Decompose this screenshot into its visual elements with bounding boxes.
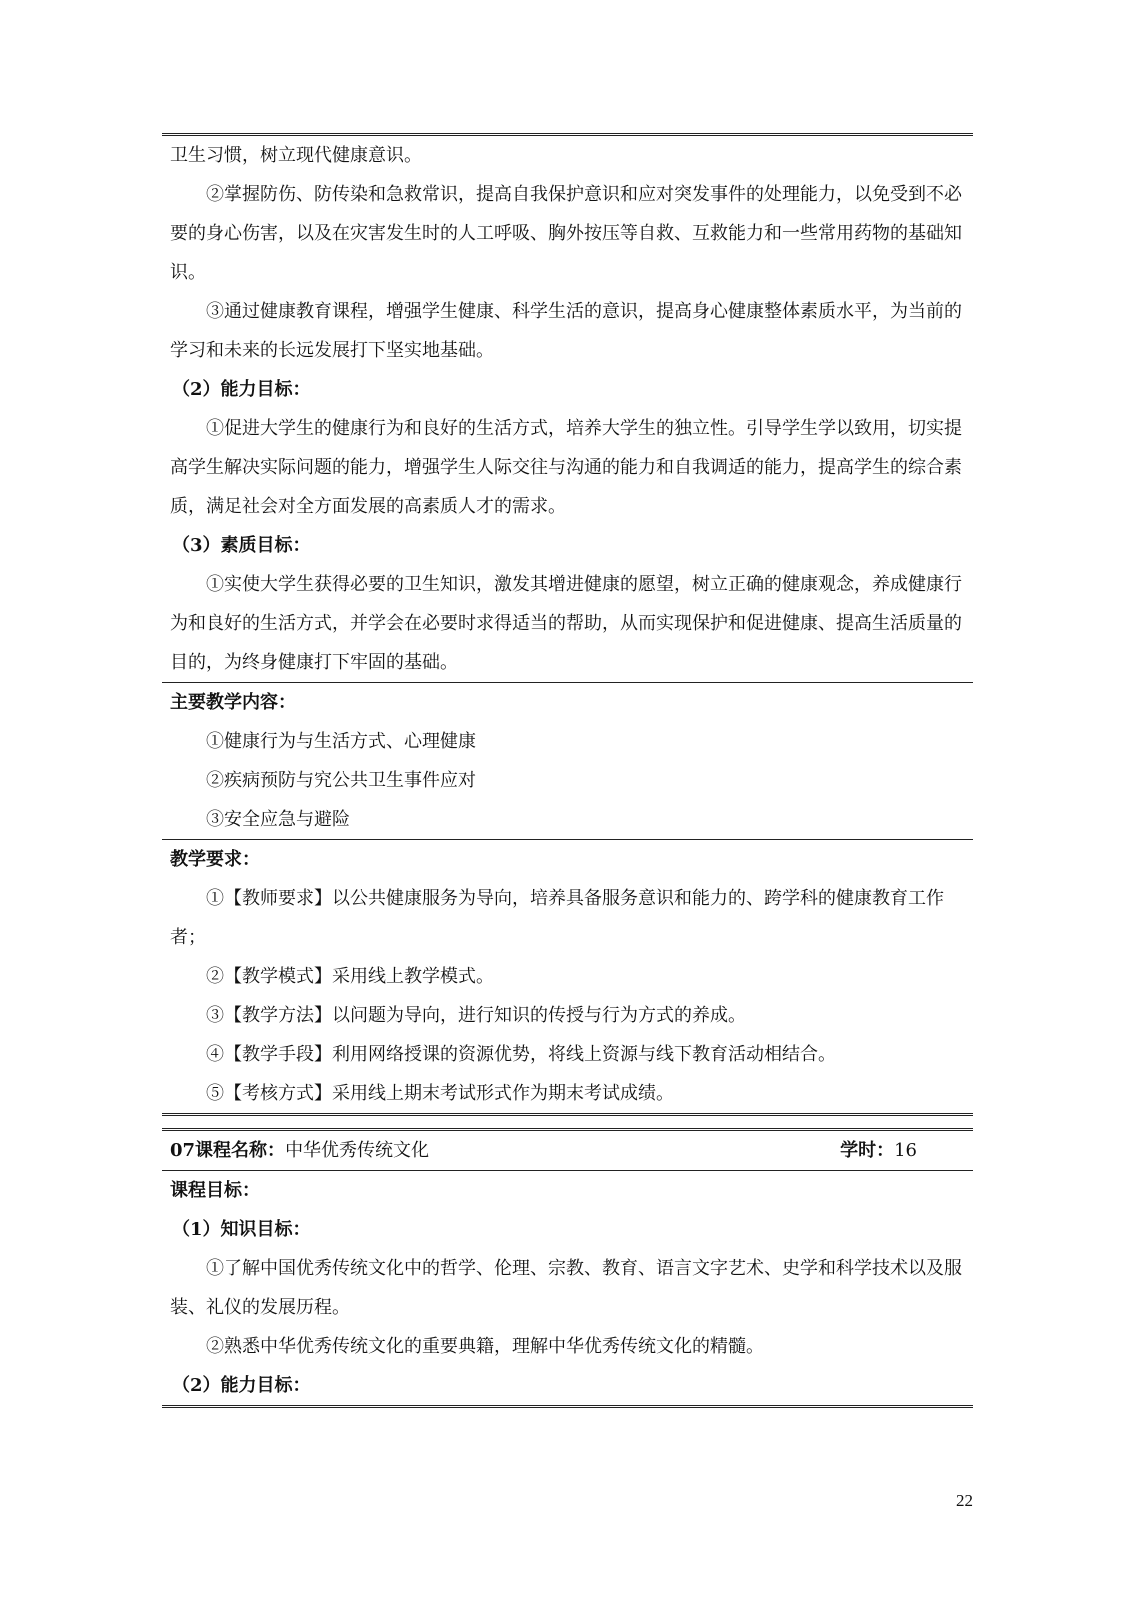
paragraph [170, 996, 965, 1035]
requirement-tag: ③【教学方法】 [206, 1005, 332, 1026]
paragraph: ①了解中国优秀传统文化中的哲学、伦理、宗教、教育、语言文字艺术、史学和科学技术以及服装、礼仪的发展历程。 [170, 1258, 962, 1318]
section-heading: （2）能力目标： [172, 379, 311, 400]
requirements-cell [162, 840, 973, 1113]
paragraph: ③通过健康教育课程，增强学生健康、科学生活的意识，提高身心健康整体素质水平，为当前的学习和未来的长远发展打下坚实地基础。 [170, 301, 962, 361]
list-item: ①健康行为与生活方式、心理健康 [206, 731, 476, 752]
table-bottom-border [162, 1405, 973, 1408]
requirement-text: 以问题为导向，进行知识的传授与行为方式的养成。 [332, 1005, 746, 1026]
goals-cell [162, 1171, 973, 1405]
paragraph: ②掌握防伤、防传染和急救常识，提高自我保护意识和应对突发事件的处理能力，以免受到不必要的身心伤害，以及在灾害发生时的人工呼吸、胸外按压等自救、互救能力和一些常用药物的基础知识。 [170, 184, 962, 283]
table-bottom-border [162, 1113, 973, 1116]
course-hours-label: 学时： [840, 1140, 895, 1161]
paragraph [170, 879, 965, 957]
section-heading: 主要教学内容： [170, 692, 296, 713]
page-number: 22 [956, 1491, 973, 1510]
section-heading: 课程目标： [170, 1180, 260, 1201]
list-item: ③安全应急与避险 [206, 809, 350, 830]
course-table-continued [162, 133, 973, 1116]
paragraph [170, 1074, 965, 1113]
course-title-row [162, 1131, 973, 1170]
goals-cell [162, 136, 973, 682]
section-heading: 教学要求： [170, 849, 260, 870]
content-cell [162, 683, 973, 839]
requirement-tag: ②【教学模式】 [206, 966, 332, 987]
paragraph [170, 1035, 965, 1074]
paragraph: 卫生习惯，树立现代健康意识。 [170, 145, 422, 166]
requirement-text: 利用网络授课的资源优势，将线上资源与线下教育活动相结合。 [332, 1044, 836, 1065]
requirement-text: 以公共健康服务为导向，培养具备服务意识和能力的、跨学科的健康教育工作者； [170, 888, 944, 948]
requirement-text: 采用线上教学模式。 [332, 966, 494, 987]
requirement-text: 采用线上期末考试形式作为期末考试成绩。 [332, 1083, 674, 1104]
paragraph: ②熟悉中华优秀传统文化的重要典籍，理解中华优秀传统文化的精髓。 [206, 1336, 764, 1357]
requirement-tag: ⑤【考核方式】 [206, 1083, 332, 1104]
course-name [170, 1131, 429, 1170]
course-name-value: 中华优秀传统文化 [285, 1140, 430, 1161]
section-heading: （1）知识目标： [172, 1219, 311, 1240]
paragraph: ①实使大学生获得必要的卫生知识，激发其增进健康的愿望，树立正确的健康观念，养成健康行为和良好的生活方式，并学会在必要时求得适当的帮助，从而实现保护和促进健康、提高生活质量的目的，为终身健康打下牢固的基础。 [170, 574, 962, 673]
course-hours [840, 1131, 965, 1170]
section-heading: （2）能力目标： [172, 1375, 311, 1396]
course-name-label: 07课程名称： [170, 1140, 286, 1161]
requirement-tag: ①【教师要求】 [206, 888, 332, 909]
list-item: ②疾病预防与究公共卫生事件应对 [206, 770, 476, 791]
course-hours-value: 16 [894, 1140, 917, 1161]
requirement-tag: ④【教学手段】 [206, 1044, 332, 1065]
section-heading: （3）素质目标： [172, 535, 311, 556]
course-07-table [162, 1128, 973, 1408]
paragraph [170, 957, 965, 996]
paragraph: ①促进大学生的健康行为和良好的生活方式，培养大学生的独立性。引导学生学以致用，切实提高学生解决实际问题的能力，增强学生人际交往与沟通的能力和自我调适的能力，提高学生的综合素质，满足社会对全方面发展的高素质人才的需求。 [170, 418, 962, 517]
